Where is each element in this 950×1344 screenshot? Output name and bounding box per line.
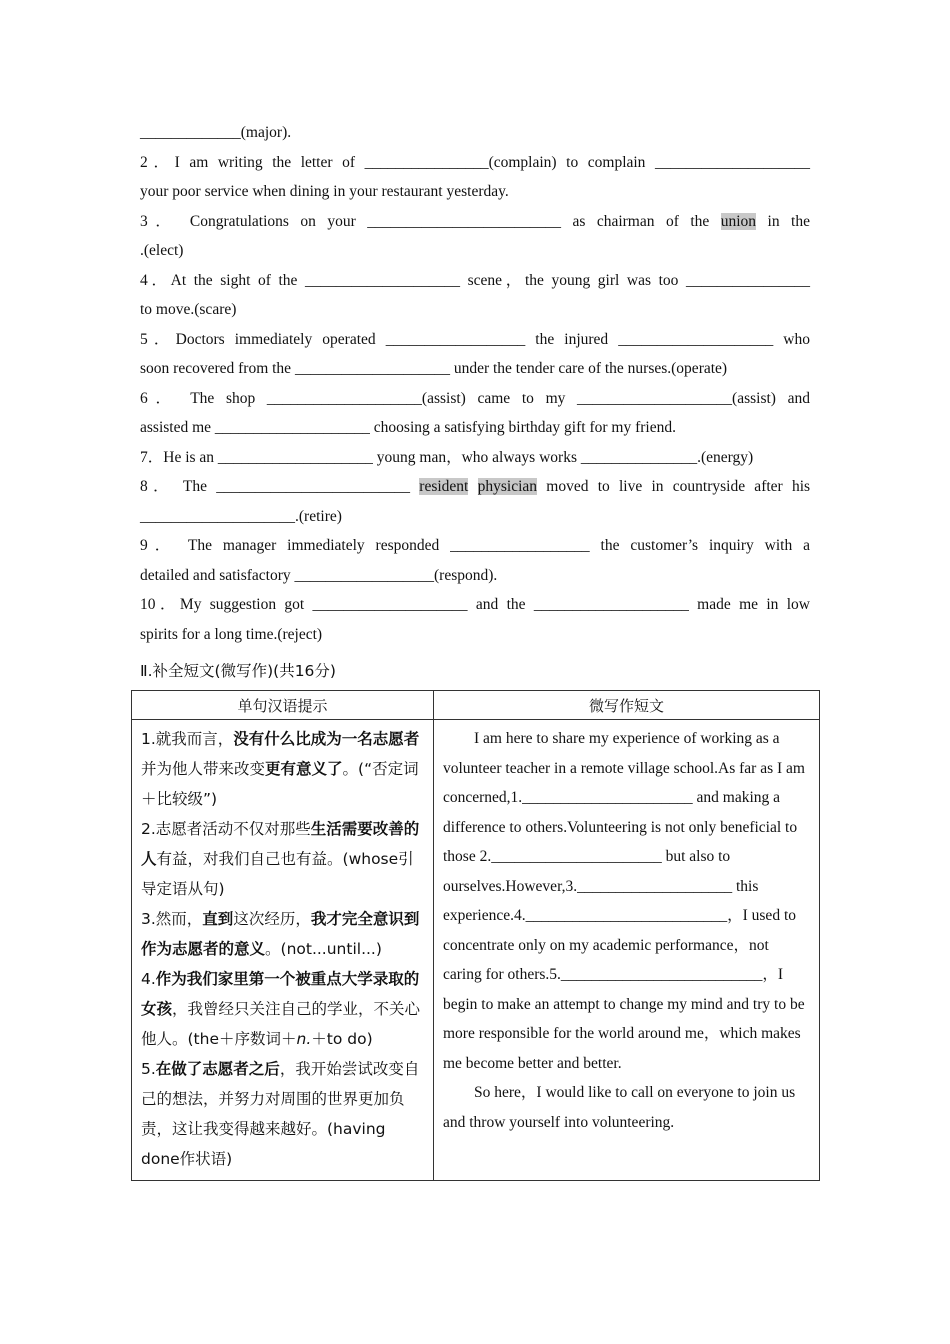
header-hints: 单句汉语提示 [132, 691, 434, 720]
exercise-line: 2．I am writing the letter of ________________(complain) to complain ____________________ [140, 153, 810, 171]
exercise-line [140, 472, 810, 502]
hint-bold: 作为我们家里第一个被重点大学录取的女孩 [141, 970, 420, 1018]
hint-text: 。(not...until...) [265, 940, 382, 958]
exercise-line: 10．My suggestion got ____________________ and the ____________________ made me in low [140, 596, 810, 613]
exercise-line: soon recovered from the ____________________ under the tender care of the nurses.(operate) [140, 360, 728, 377]
hint-1 [141, 724, 425, 814]
hint-text: 并为他人带来改变 [141, 760, 266, 778]
hint-text: ，我开始尝试改变自己的想法，并努力对周围的世界更加负责，这让我变得越来越好。(having done作状语) [141, 1060, 420, 1168]
hint-5 [141, 1054, 425, 1174]
exercise-line: ____________________.(retire) [140, 507, 342, 525]
exercise-line: 6． The shop ____________________(assist) came to my ____________________(assist) and [140, 389, 810, 407]
exercise-line [140, 207, 810, 237]
hint-text: 2.志愿者活动不仅对那些 [141, 820, 311, 838]
passage-paragraph-2: So here，I would like to call on everyone to join us and throw yourself into volunteering. [443, 1084, 796, 1131]
hint-4 [141, 964, 425, 1054]
exercise-block [140, 118, 810, 649]
hint-2 [141, 814, 425, 904]
exercise-line: _____________(major). [140, 124, 292, 141]
highlight-resident: resident [419, 478, 469, 495]
hint-text: 5. [141, 1060, 156, 1078]
passage-cell [434, 720, 820, 1181]
hint-text: 这次经历， [233, 910, 311, 928]
hint-bold: 生活需要改善的人 [141, 820, 420, 868]
hint-bold: 直到 [202, 910, 234, 928]
hint-text: 3.然而， [141, 910, 203, 928]
exercise-line: 4．At the sight of the ____________________ scene，the young girl was too ________________ [140, 271, 810, 289]
highlight-physician: physician [477, 478, 538, 495]
hint-italic: n. [296, 1030, 312, 1048]
exercise-line: your poor service when dining in your restaurant yesterday. [140, 183, 509, 200]
exercise-line: .(elect) [140, 242, 184, 259]
table-body-row [132, 720, 820, 1181]
exercise-line: 5．Doctors immediately operated __________________ the injured ____________________ who [140, 330, 810, 348]
passage-paragraph-1: I am here to share my experience of working as a volunteer teacher in a remote village school.As far as I am concerned,1.______________________ and making a difference to others.Volunteering is not only beneficial to those 2.______________________ but also to ourselves.However,3.____________________ this experience.4.__________________________，I used to concentrate only on my academic performance，not caring for others.5.__________________________，I begin to make an attempt to change my mind and try to be more responsible for the world around me，which makes me become better and better. [443, 730, 805, 1072]
header-passage: 微写作短文 [434, 691, 820, 720]
hint-3 [141, 904, 425, 964]
exercise-line: detailed and satisfactory __________________(respond). [140, 566, 498, 584]
writing-table [131, 690, 820, 1181]
hint-bold: 更有意义了 [265, 760, 343, 778]
section-title: Ⅱ.补全短文(微写作)(共16分) [140, 662, 336, 680]
q3-text: 3． Congratulations on your _________________________ as chairman of the [140, 212, 710, 230]
q8-text: 8． The _________________________ [140, 478, 411, 495]
hint-text: ，我曾经只关注自己的学业，不关心他人。(the＋序数词＋ [141, 1000, 421, 1048]
highlight-union: union [720, 212, 757, 230]
hint-bold: 我才完全意识到作为志愿者的意义 [141, 910, 420, 958]
hint-bold: 没有什么比成为一名志愿者 [233, 730, 420, 748]
hint-text: 有益，对我们自己也有益。(whose引导定语从句) [141, 850, 414, 898]
hint-text: 4. [141, 970, 156, 988]
q3-tail: in the [767, 212, 810, 230]
hint-text: 。(“否定词＋比较级”) [141, 760, 419, 808]
hint-text: 1.就我而言， [141, 730, 234, 748]
exercise-line: 7．He is an ____________________ young man，who always works _______________.(energy) [140, 448, 754, 466]
exercise-line: 9． The manager immediately responded __________________ the customer’s inquiry with a [140, 537, 810, 554]
exercise-line: assisted me ____________________ choosing a satisfying birthday gift for my friend. [140, 419, 676, 436]
hints-cell [132, 720, 434, 1181]
hint-bold: 在做了志愿者之后 [155, 1060, 280, 1078]
table-header-row [132, 691, 820, 720]
exercise-line: spirits for a long time.(reject) [140, 625, 323, 643]
hint-text: ＋to do) [311, 1030, 373, 1048]
q8-tail: moved to live in countryside after his [546, 478, 811, 495]
exercise-line: to move.(scare) [140, 301, 237, 318]
